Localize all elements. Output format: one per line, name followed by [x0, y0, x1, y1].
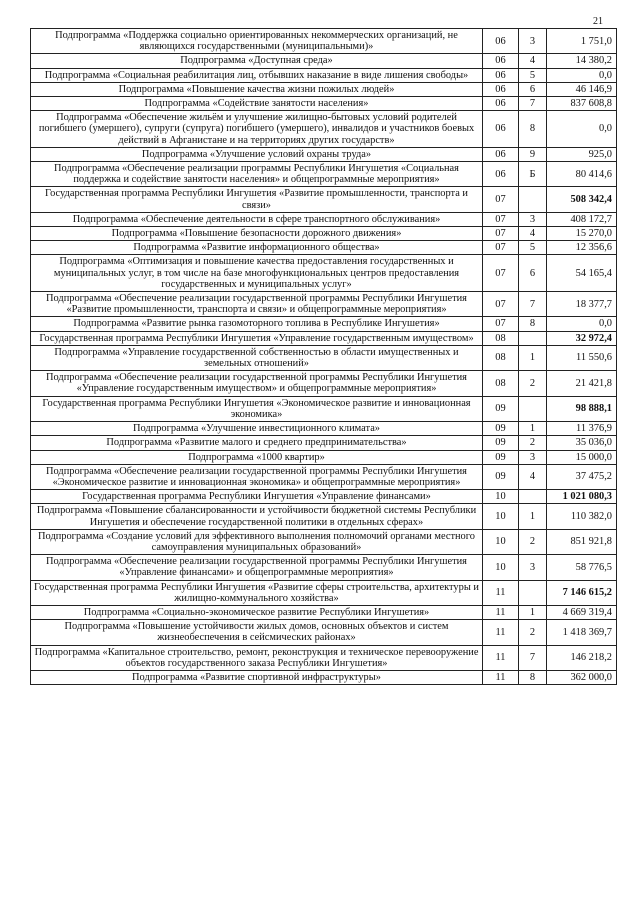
subprogram-row — [31, 227, 617, 241]
program-code-cell: 11 — [483, 620, 519, 645]
program-code-cell: 06 — [483, 111, 519, 148]
subprogram-row — [31, 371, 617, 396]
program-name-cell: Подпрограмма «Обеспечение деятельности в сфере транспортного обслуживания» — [31, 212, 483, 226]
amount-cell: 408 172,7 — [547, 212, 617, 226]
amount-cell: 58 776,5 — [547, 555, 617, 580]
program-row — [31, 580, 617, 605]
subprogram-row — [31, 464, 617, 489]
program-code-cell: 10 — [483, 555, 519, 580]
program-name-cell: Подпрограмма «Управление государственной собственностью в области имущественных и земельных отношений» — [31, 345, 483, 370]
subprogram-row — [31, 620, 617, 645]
subprogram-code-cell: 2 — [519, 436, 547, 450]
amount-cell: 11 550,6 — [547, 345, 617, 370]
amount-cell: 1 751,0 — [547, 29, 617, 54]
program-name-cell: Подпрограмма «Улучшение инвестиционного климата» — [31, 422, 483, 436]
amount-cell: 837 608,8 — [547, 97, 617, 111]
program-code-cell: 10 — [483, 529, 519, 554]
program-row — [31, 331, 617, 345]
program-code-cell: 07 — [483, 212, 519, 226]
program-code-cell: 08 — [483, 345, 519, 370]
subprogram-code-cell — [519, 396, 547, 421]
program-code-cell: 07 — [483, 241, 519, 255]
subprogram-code-cell: 8 — [519, 670, 547, 684]
subprogram-row — [31, 97, 617, 111]
amount-cell: 54 165,4 — [547, 255, 617, 292]
program-name-cell: Подпрограмма «Развитие информационного общества» — [31, 241, 483, 255]
subprogram-row — [31, 345, 617, 370]
program-name-cell: Подпрограмма «Повышение устойчивости жилых домов, основных объектов и систем жизнеобеспечения в сейсмических районах» — [31, 620, 483, 645]
subprogram-row — [31, 111, 617, 148]
program-name-cell: Подпрограмма «Развитие малого и среднего предпринимательства» — [31, 436, 483, 450]
amount-cell: 1 021 080,3 — [547, 490, 617, 504]
program-name-cell: Подпрограмма «Повышение сбалансированности и устойчивости бюджетной системы Республики Ингушетия и обеспечение государственной политики в отдельных сферах» — [31, 504, 483, 529]
amount-cell: 15 000,0 — [547, 450, 617, 464]
program-code-cell: 10 — [483, 504, 519, 529]
subprogram-code-cell: 3 — [519, 450, 547, 464]
subprogram-code-cell: 6 — [519, 82, 547, 96]
program-name-cell: Государственная программа Республики Ингушетия «Экономическое развитие и инновационная экономика» — [31, 396, 483, 421]
program-code-cell: 06 — [483, 54, 519, 68]
subprogram-row — [31, 212, 617, 226]
amount-cell: 37 475,2 — [547, 464, 617, 489]
program-name-cell: Подпрограмма «Оптимизация и повышение качества предоставления государственных и муниципальных услуг, в том числе на базе многофункциональных центров предоставления государственных и муниципальных услуг» — [31, 255, 483, 292]
amount-cell: 46 146,9 — [547, 82, 617, 96]
subprogram-row — [31, 529, 617, 554]
amount-cell: 362 000,0 — [547, 670, 617, 684]
program-name-cell: Подпрограмма «Обеспечение реализации государственной программы Республики Ингушетия «Управление государственным имуществом» и общепрограммные мероприятия» — [31, 371, 483, 396]
amount-cell: 1 418 369,7 — [547, 620, 617, 645]
budget-table — [30, 28, 617, 685]
subprogram-row — [31, 255, 617, 292]
subprogram-row — [31, 68, 617, 82]
subprogram-row — [31, 292, 617, 317]
subprogram-code-cell — [519, 490, 547, 504]
amount-cell: 15 270,0 — [547, 227, 617, 241]
program-name-cell: Подпрограмма «Обеспечение реализации государственной программы Республики Ингушетия «Экономическое развитие и инновационная экономика» и общепрограммные мероприятия» — [31, 464, 483, 489]
program-name-cell: Подпрограмма «Социально-экономическое развитие Республики Ингушетия» — [31, 605, 483, 619]
subprogram-code-cell: 1 — [519, 345, 547, 370]
subprogram-row — [31, 555, 617, 580]
program-code-cell: 11 — [483, 580, 519, 605]
subprogram-code-cell — [519, 580, 547, 605]
program-name-cell: Подпрограмма «Развитие рынка газомоторного топлива в Республике Ингушетия» — [31, 317, 483, 331]
program-code-cell: 07 — [483, 227, 519, 241]
amount-cell: 0,0 — [547, 111, 617, 148]
program-code-cell: 07 — [483, 187, 519, 212]
subprogram-row — [31, 29, 617, 54]
program-name-cell: Подпрограмма «Повышение безопасности дорожного движения» — [31, 227, 483, 241]
program-name-cell: Государственная программа Республики Ингушетия «Развитие промышленности, транспорта и связи» — [31, 187, 483, 212]
amount-cell: 110 382,0 — [547, 504, 617, 529]
program-name-cell: Подпрограмма «Обеспечение жильём и улучшение жилищно-бытовых условий родителей погибшего (умершего), супруги (супруга) погибшего (умершего), инвалидов и участников боевых действий в Афганистане и на территориях других государств» — [31, 111, 483, 148]
subprogram-row — [31, 436, 617, 450]
amount-cell: 7 146 615,2 — [547, 580, 617, 605]
program-name-cell: Государственная программа Республики Ингушетия «Управление финансами» — [31, 490, 483, 504]
program-name-cell: Подпрограмма «Улучшение условий охраны труда» — [31, 147, 483, 161]
amount-cell: 18 377,7 — [547, 292, 617, 317]
subprogram-code-cell: 4 — [519, 227, 547, 241]
subprogram-row — [31, 450, 617, 464]
program-name-cell: Подпрограмма «Капитальное строительство, ремонт, реконструкция и техническое перевооружение объектов государственного заказа Республики Ингушетия» — [31, 645, 483, 670]
program-code-cell: 07 — [483, 255, 519, 292]
program-code-cell: 09 — [483, 464, 519, 489]
program-code-cell: 08 — [483, 371, 519, 396]
subprogram-row — [31, 422, 617, 436]
subprogram-code-cell: 7 — [519, 292, 547, 317]
program-code-cell: 06 — [483, 147, 519, 161]
subprogram-code-cell: 6 — [519, 255, 547, 292]
subprogram-code-cell: 3 — [519, 555, 547, 580]
amount-cell: 0,0 — [547, 68, 617, 82]
subprogram-code-cell: 4 — [519, 464, 547, 489]
subprogram-row — [31, 645, 617, 670]
program-code-cell: 09 — [483, 396, 519, 421]
amount-cell: 98 888,1 — [547, 396, 617, 421]
subprogram-code-cell: 5 — [519, 241, 547, 255]
subprogram-code-cell: 2 — [519, 529, 547, 554]
subprogram-row — [31, 317, 617, 331]
program-code-cell: 10 — [483, 490, 519, 504]
amount-cell: 925,0 — [547, 147, 617, 161]
program-code-cell: 11 — [483, 645, 519, 670]
subprogram-code-cell: 4 — [519, 54, 547, 68]
program-code-cell: 09 — [483, 450, 519, 464]
program-name-cell: Государственная программа Республики Ингушетия «Развитие сферы строительства, архитектуры и жилищно-коммунального хозяйства» — [31, 580, 483, 605]
program-name-cell: Подпрограмма «Обеспечение реализации государственной программы Республики Ингушетия «Развитие промышленности, транспорта и связи» и общепрограммные мероприятия» — [31, 292, 483, 317]
amount-cell: 146 218,2 — [547, 645, 617, 670]
subprogram-code-cell: 2 — [519, 620, 547, 645]
subprogram-code-cell: 2 — [519, 371, 547, 396]
subprogram-row — [31, 605, 617, 619]
program-row — [31, 396, 617, 421]
amount-cell: 32 972,4 — [547, 331, 617, 345]
subprogram-row — [31, 147, 617, 161]
program-name-cell: Подпрограмма «1000 квартир» — [31, 450, 483, 464]
program-code-cell: 09 — [483, 422, 519, 436]
subprogram-code-cell: 3 — [519, 29, 547, 54]
subprogram-row — [31, 82, 617, 96]
subprogram-row — [31, 54, 617, 68]
amount-cell: 508 342,4 — [547, 187, 617, 212]
program-name-cell: Подпрограмма «Создание условий для эффективного выполнения полномочий органами местного самоуправления муниципальных образований» — [31, 529, 483, 554]
subprogram-code-cell: 1 — [519, 504, 547, 529]
program-row — [31, 187, 617, 212]
program-name-cell: Подпрограмма «Доступная среда» — [31, 54, 483, 68]
subprogram-code-cell: 8 — [519, 317, 547, 331]
program-name-cell: Подпрограмма «Обеспечение реализации государственной программы Республики Ингушетия «Управление финансами» и общепрограммные мероприятия» — [31, 555, 483, 580]
program-code-cell: 06 — [483, 68, 519, 82]
subprogram-code-cell: Б — [519, 162, 547, 187]
subprogram-code-cell: 9 — [519, 147, 547, 161]
subprogram-code-cell — [519, 331, 547, 345]
program-name-cell: Подпрограмма «Социальная реабилитация лиц, отбывших наказание в виде лишения свободы» — [31, 68, 483, 82]
subprogram-row — [31, 504, 617, 529]
program-row — [31, 490, 617, 504]
program-code-cell: 11 — [483, 670, 519, 684]
amount-cell: 14 380,2 — [547, 54, 617, 68]
amount-cell: 80 414,6 — [547, 162, 617, 187]
subprogram-code-cell: 1 — [519, 422, 547, 436]
amount-cell: 35 036,0 — [547, 436, 617, 450]
subprogram-row — [31, 241, 617, 255]
program-code-cell: 11 — [483, 605, 519, 619]
amount-cell: 4 669 319,4 — [547, 605, 617, 619]
amount-cell: 0,0 — [547, 317, 617, 331]
subprogram-code-cell: 8 — [519, 111, 547, 148]
program-code-cell: 07 — [483, 317, 519, 331]
subprogram-code-cell: 7 — [519, 97, 547, 111]
program-name-cell: Подпрограмма «Обеспечение реализации программы Республики Ингушетия «Социальная поддержка и содействие занятости населения» и общепрограммные мероприятия» — [31, 162, 483, 187]
table-body — [31, 29, 617, 685]
subprogram-code-cell: 5 — [519, 68, 547, 82]
subprogram-row — [31, 670, 617, 684]
program-name-cell: Подпрограмма «Содействие занятости населения» — [31, 97, 483, 111]
subprogram-code-cell: 7 — [519, 645, 547, 670]
program-code-cell: 06 — [483, 82, 519, 96]
subprogram-code-cell: 3 — [519, 212, 547, 226]
program-name-cell: Подпрограмма «Развитие спортивной инфраструктуры» — [31, 670, 483, 684]
program-name-cell: Государственная программа Республики Ингушетия «Управление государственным имуществом» — [31, 331, 483, 345]
program-code-cell: 06 — [483, 162, 519, 187]
subprogram-code-cell: 1 — [519, 605, 547, 619]
amount-cell: 11 376,9 — [547, 422, 617, 436]
amount-cell: 21 421,8 — [547, 371, 617, 396]
amount-cell: 851 921,8 — [547, 529, 617, 554]
subprogram-code-cell — [519, 187, 547, 212]
program-code-cell: 06 — [483, 29, 519, 54]
amount-cell: 12 356,6 — [547, 241, 617, 255]
program-code-cell: 07 — [483, 292, 519, 317]
page-number: 21 — [593, 16, 603, 27]
subprogram-row — [31, 162, 617, 187]
program-code-cell: 08 — [483, 331, 519, 345]
program-code-cell: 09 — [483, 436, 519, 450]
program-name-cell: Подпрограмма «Поддержка социально ориентированных некоммерческих организаций, не являющихся государственными (муниципальными)» — [31, 29, 483, 54]
program-code-cell: 06 — [483, 97, 519, 111]
program-name-cell: Подпрограмма «Повышение качества жизни пожилых людей» — [31, 82, 483, 96]
